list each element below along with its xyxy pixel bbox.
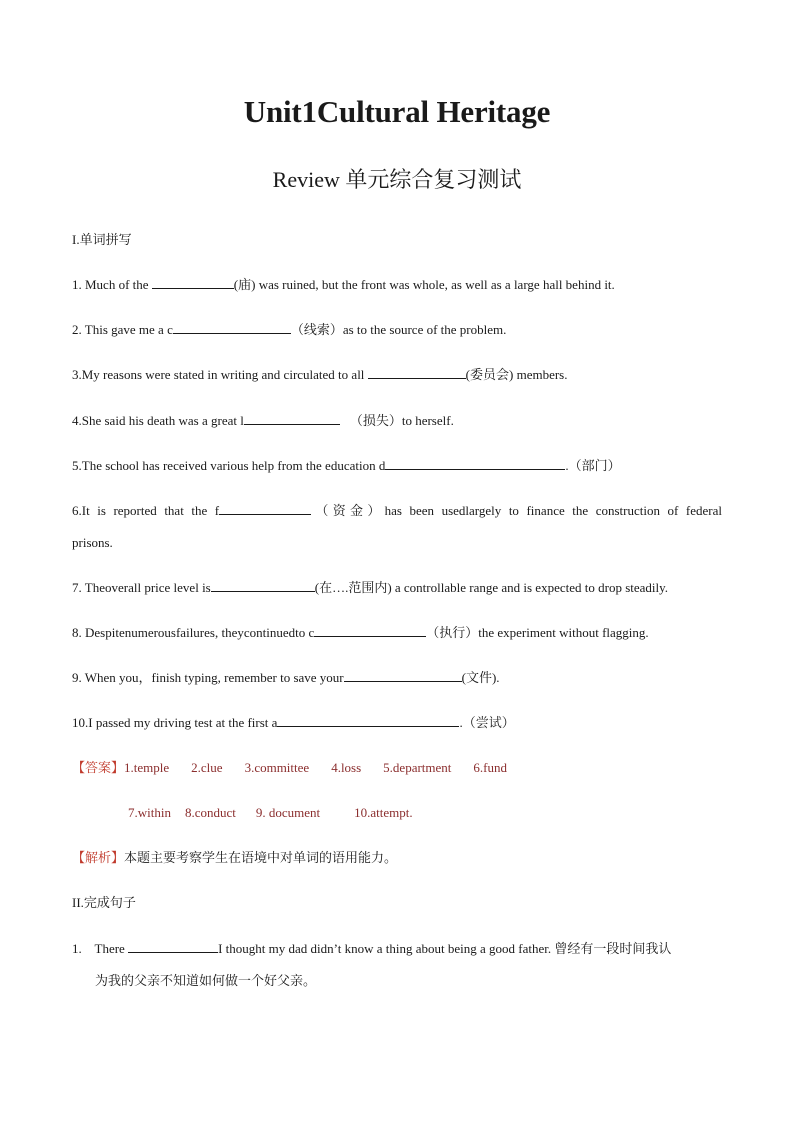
answer-blank[interactable] (314, 624, 426, 637)
page-title: Unit1Cultural Heritage (243, 94, 551, 129)
section-heading-sentences: II.完成句子 (72, 895, 136, 910)
answer-blank[interactable] (368, 366, 466, 379)
answer-key-row2 (128, 804, 435, 822)
answer-item: 9. document (255, 805, 321, 820)
question-item (72, 276, 615, 294)
answer-item: 3.committee (244, 760, 310, 775)
answer-item: 5.department (383, 760, 452, 775)
question-item (72, 624, 649, 642)
question-text: 1. Much of the (72, 277, 152, 292)
section-heading-spelling: I.单词拼写 (72, 232, 132, 247)
question-text: (委员会) members. (465, 367, 568, 382)
page-subtitle: Review 单元综合复习测试 (272, 167, 522, 192)
answer-blank[interactable] (344, 669, 462, 682)
question-text: .（尝试） (459, 715, 515, 730)
question-text: 10.I passed my driving test at the first a (72, 715, 278, 730)
question-item (72, 940, 671, 958)
answer-blank[interactable] (211, 579, 315, 592)
question-item (72, 579, 668, 597)
question-text: 8. Despitenumerousfailures, theycontinuedto c (72, 625, 315, 640)
question-text: （执行）the experiment without flagging. (426, 625, 649, 640)
answer-item: 1.temple (124, 760, 170, 775)
question-item-continuation: 为我的父亲不知道如何做一个好父亲。 (95, 973, 317, 988)
question-item-continuation: prisons. (72, 535, 113, 550)
answer-item: 2.clue (191, 760, 223, 775)
answer-item: 4.loss (331, 760, 362, 775)
question-text: （线索）as to the source of the problem. (290, 322, 507, 337)
question-item (72, 714, 515, 732)
answer-item: 6.fund (473, 760, 507, 775)
question-text: 9. When you，finish typing, remember to save your (72, 670, 344, 685)
question-text: 2. This gave me a c (72, 322, 173, 337)
question-text: 3.My reasons were stated in writing and circulated to all (72, 367, 368, 382)
question-text: 4.She said his death was a great l (72, 413, 244, 428)
answer-blank[interactable] (385, 457, 565, 470)
explanation (72, 849, 397, 867)
question-item (72, 502, 722, 520)
explanation-text: 本题主要考察学生在语境中对单词的语用能力。 (124, 850, 398, 865)
question-text: I thought my dad didn’t know a thing about being a good father. 曾经有一段时间我认 (218, 941, 672, 956)
explanation-label: 【解析】 (72, 850, 125, 865)
question-text: 5.The school has received various help from the education d (72, 458, 386, 473)
answer-blank[interactable] (152, 276, 234, 289)
answer-label: 【答案】 (72, 760, 125, 775)
answer-item: 7.within (128, 805, 171, 820)
question-item (72, 669, 500, 687)
question-text: .（部门） (565, 458, 621, 473)
answer-blank[interactable] (244, 412, 340, 425)
answer-item: 8.conduct (184, 805, 236, 820)
answer-blank[interactable] (219, 502, 311, 515)
question-text: （资金）has been usedlargely to finance the construction of federal (311, 503, 722, 518)
question-item (72, 412, 454, 430)
answer-blank[interactable] (173, 321, 291, 334)
question-text: (文件). (461, 670, 500, 685)
question-text: (庙) was ruined, but the front was whole, as well as a large hall behind it. (233, 277, 615, 292)
question-item (72, 366, 567, 384)
question-text: （损失）to herself. (349, 413, 454, 428)
question-text: 1. There (72, 941, 129, 956)
answer-blank[interactable] (277, 714, 459, 727)
question-text: 6.It is reported that the f (72, 503, 220, 518)
answer-blank[interactable] (128, 940, 218, 953)
question-text: (在….范围内) a controllable range and is expected to drop steadily. (314, 580, 669, 595)
question-item (72, 457, 621, 475)
answer-key (72, 759, 529, 777)
answer-item: 10.attempt. (354, 805, 413, 820)
question-item (72, 321, 506, 339)
question-text: 7. Theoverall price level is (72, 580, 211, 595)
